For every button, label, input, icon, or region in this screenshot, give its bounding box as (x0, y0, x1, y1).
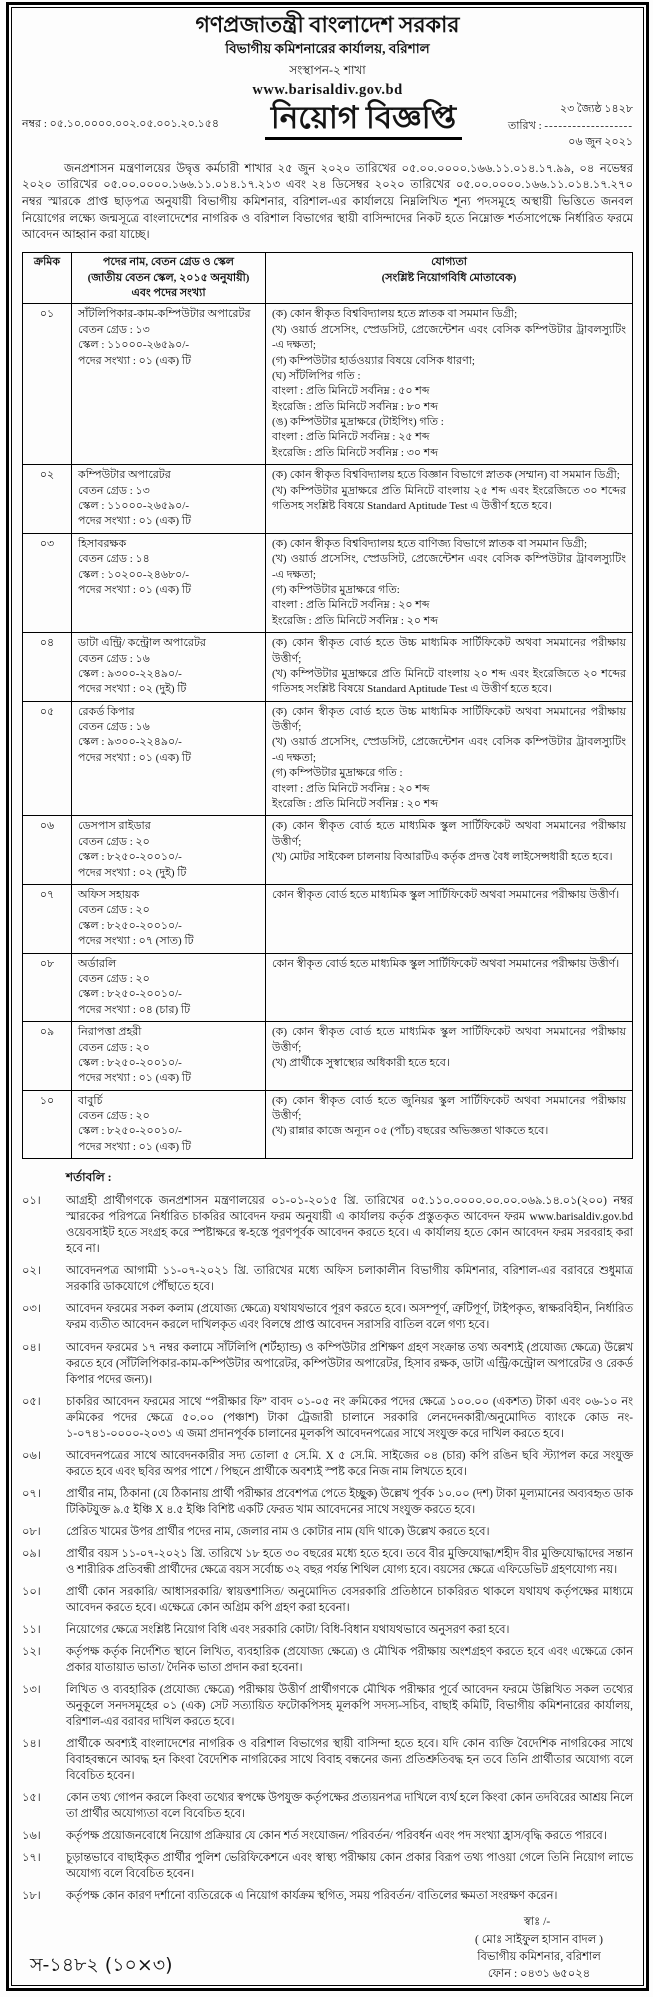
post-line: পদের সংখ্যা : ০২ (দুই) টি (78, 866, 187, 879)
table-row (23, 533, 633, 632)
post-line: বেতন গ্রেড : ১৪ (78, 553, 150, 566)
table-row (23, 633, 633, 702)
qualification-line: (ক) কোন স্বীকৃত বিশ্ববিদ্যালয় হতে বাণিজ্য বিভাগে স্নাতক বা সমমান ডিগ্রী; (272, 537, 588, 550)
row-post (72, 701, 266, 816)
table-row (23, 1022, 633, 1091)
condition-text: কর্তৃপক্ষ প্রয়োজনবোধে নিয়োগ প্রক্রিয়ার যে কোন শর্ত সংযোজন/ পরিবর্তন/ পরিবর্ধন এবং পদ সংখ্যা হ্রাস/বৃদ্ধি করতে পারবে। (66, 1830, 607, 1843)
post-line: নিরাপত্তা প্রহরী (78, 1026, 142, 1039)
post-line: বেতন গ্রেড : ১৬ (78, 721, 150, 734)
memo-number (22, 101, 219, 134)
condition-number: ১১। (22, 1623, 41, 1636)
column-header-post-line3: এবং পদের সংখ্যা (131, 286, 206, 299)
row-post (72, 533, 266, 632)
qualification-line: (খ) কম্পিউটার মুদ্রাক্ষরে প্রতি মিনিটে বাংলায় ২০ শব্দ এবং ইংরেজিতে ২০ শব্দের গতিসহ সংশ্লিষ্ট বিষয়ে Standard Aptitude Test এ উত্তীর্ণ হতে হবে। (272, 667, 626, 696)
row-serial: ০৩ (23, 533, 72, 632)
footer (22, 1914, 633, 1987)
signature-block (475, 1914, 603, 1983)
condition-item (22, 1263, 633, 1295)
qualification-line: (ঙ) কম্পিউটার মুদ্রাক্ষরে (টাইপিং) গতি : (272, 416, 444, 429)
condition-number: ১৮। (22, 1890, 41, 1903)
condition-text: কোন তথ্য গোপন করলে কিংবা তথ্যের স্বপক্ষে উপযুক্ত কর্তৃপক্ষের প্রত্যয়নপত্র দাখিলে ব্যর্থ হলে কিংবা কোন তদবিরের আশ্রয় নিলে তা প্রার্থীর অযোগ্যতা বলে বিবেচিত হবে। (66, 1792, 633, 1821)
condition-number: ১৪। (22, 1738, 41, 1751)
qualification-line: বাংলা : প্রতি মিনিটে সর্বনিম্ন : ২০ শব্দ (272, 599, 430, 612)
date-bangla: ২৩ জ্যৈষ্ঠ ১৪২৮ (559, 103, 633, 116)
table-row (23, 953, 633, 1022)
row-qualification (266, 1090, 633, 1159)
post-line: পদের সংখ্যা : ০১ (এক) টি (78, 354, 191, 367)
qualification-line: (ক) কোন স্বীকৃত বোর্ড হতে জুনিয়র স্কুল সার্টিফিকেট অথবা সমমানের পরীক্ষায় উত্তীর্ণ; (272, 1094, 626, 1123)
qualification-line: (গ) কম্পিউটার মুদ্রাক্ষরে গতি : (272, 767, 403, 780)
condition-number: ০১। (22, 1195, 41, 1208)
row-post (72, 816, 266, 885)
qualification-line: (গ) কম্পিউটার হার্ডওয়্যার বিষয়ে বেসিক ধারণা; (272, 354, 475, 367)
condition-number: ১৫। (22, 1792, 41, 1805)
row-qualification (266, 885, 633, 954)
condition-item (22, 1394, 633, 1442)
condition-text: প্রার্থীর নাম, ঠিকানা (যে ঠিকানায় প্রার্থী পরীক্ষার প্রবেশপত্র পেতে ইচ্ছুক) উল্লেখ পূর্বক ১০.০০ (দশ) টাকা মূল্যমানের অব্যবহৃত ডাক টিকিটযুক্ত ৯.৫ ইঞ্চি X ৪.৫ ইঞ্চি বিশিষ্ট একটি ফেরত খাম আবেদনের সাথে সংযুক্ত করতে হবে। (66, 1487, 633, 1516)
qualification-line: (খ) রান্নার কাজে অন্যূন ০৫ (পাঁচ) বছরের অভিজ্ঞতা থাকতে হবে। (272, 1125, 549, 1138)
memo-number-value: ০৫.১০.০০০০.০০২.০৫.০০১.২০.১৫৪ (49, 118, 220, 131)
row-qualification (266, 701, 633, 816)
condition-text: প্রার্থীর বয়স ১১-০৭-২০২১ খ্রি. তারিখে ১৮ হতে ৩০ বছরের মধ্যে হতে হবে। তবে বীর মুক্তিযোদ্ধা/শহীদ বীর মুক্তিযোদ্ধাদের সন্তান ও শারীরিক প্রতিবন্ধী প্রার্থীদের ক্ষেত্রে বয়স সর্বোচ্চ ৩২ বছর পর্যন্ত শিথিল যোগ্য হবে। বয়সের ক্ষেত্রে এফিডেভিট গ্রহণযোগ্য নয়। (66, 1547, 633, 1576)
column-header-post-line2: (জাতীয় বেতন স্কেল, ২০১৫ অনুযায়ী) (87, 271, 250, 284)
condition-text: প্রার্থীকে অবশ্যই বাংলাদেশের নাগরিক ও বরিশাল বিভাগের স্থায়ী বাসিন্দা হতে হবে। যদি কোন ব্যক্তি বৈদেশিক নাগরিকের সাথে বিবাহবন্ধনে আবদ্ধ হন কিংবা বৈদেশিক নাগরিকের সাথে বিবাহ বন্ধনের জন্য প্রতিশ্রুতিবদ্ধ হন তবে তিনি প্রার্থীতার অযোগ্য বলে বিবেচিত হবেন। (66, 1738, 633, 1783)
qualification-line: (খ) ওয়ার্ড প্রসেসিং, স্প্রেডসিট, প্রেজেন্টেশন এবং বেসিক কম্পিউটার ট্রাবলস্যুটিং -এ দক্ষতা; (272, 553, 626, 581)
condition-number: ১৩। (22, 1684, 41, 1697)
row-serial: ০৫ (23, 701, 72, 816)
post-line: ডাটা এন্ট্রি/ কন্ট্রোল অপারেটর (78, 637, 206, 650)
qualification-line: (ঘ) সাঁটলিপির গতি : (272, 369, 361, 382)
post-line: পদের সংখ্যা : ০৪ (চার) টি (78, 1003, 191, 1016)
post-line: সাঁটলিপিকার-কাম-কম্পিউটার অপারেটর (78, 308, 251, 321)
signatory-designation: বিভাগীয় কমিশনার, বরিশাল (477, 1950, 601, 1963)
qualification-line: বাংলা : প্রতি মিনিটে সর্বনিম্ন : ৫০ শব্দ (272, 385, 430, 398)
condition-number: ১০। (22, 1585, 41, 1598)
row-serial: ০৪ (23, 633, 72, 702)
row-serial: ০৭ (23, 885, 72, 954)
qualification-line: বাংলা : প্রতি মিনিটে সর্বনিম্ন : ২৫ শব্দ (272, 431, 430, 444)
post-line: স্কেল : ৯৩০০-২২৪৯০/- (78, 736, 182, 749)
qualification-line: (ক) কোন স্বীকৃত বিশ্ববিদ্যালয় হতে বিজ্ঞান বিভাগে স্নাতক (সম্মান) বা সমমান ডিগ্রী; (272, 469, 620, 482)
row-qualification (266, 533, 633, 632)
post-line: পদের সংখ্যা : ০৭ (সাত) টি (78, 935, 194, 948)
table-row (23, 304, 633, 465)
post-line: হিসাবরক্ষক (78, 537, 127, 550)
post-line: বেতন গ্রেড : ২০ (78, 1110, 150, 1123)
condition-number: ১২। (22, 1646, 41, 1658)
qualification-line: (ক) কোন স্বীকৃত বোর্ড হতে উচ্চ মাধ্যমিক সার্টিফিকেট অথবা সমমানের পরীক্ষায় উত্তীর্ণ; (272, 637, 626, 665)
memo-row (22, 101, 633, 151)
row-post (72, 953, 266, 1022)
table-row (23, 701, 633, 816)
post-line: স্কেল : ৯৩০০-২২৪৯০/- (78, 667, 182, 680)
post-line: স্কেল : ৮২৫০-২০০১০/- (78, 988, 182, 1001)
condition-number: ০৭। (22, 1487, 41, 1500)
condition-item (22, 1850, 633, 1882)
condition-text: আবেদন ফরমের সকল কলাম (প্রযোজ্য ক্ষেত্রে) যথাযথভাবে পূরণ করতে হবে। অসম্পূর্ণ, ত্রুটিপূর্ণ, টাইপকৃত, স্বাক্ষরবিহীন, নির্ধারিত ফরম ব্যতীত আবেদন করলে দাখিলকৃত এবং বিলম্বে প্রাপ্ত আবেদন সরাসরি বাতিল বলে গণ্য হবে। (66, 1303, 633, 1332)
qualification-line: (খ) ওয়ার্ড প্রসেসিং, স্প্রেডসিট, প্রেজেন্টেশন এবং বেসিক কম্পিউটার ট্রাবলস্যুটিং -এ দক্ষতা; (272, 736, 626, 764)
row-serial: ০৮ (23, 953, 72, 1022)
post-line: বেতন গ্রেড : ২০ (78, 1041, 150, 1054)
column-header-qualification (266, 253, 633, 304)
post-line: বেতন গ্রেড : ২০ (78, 835, 150, 848)
condition-item (22, 1301, 633, 1333)
table-row (23, 1090, 633, 1159)
condition-item (22, 1644, 633, 1676)
table-row (23, 885, 633, 954)
website-url: www.barisaldiv.gov.bd (252, 82, 403, 99)
qualification-line: (গ) কম্পিউটার মুদ্রাক্ষরে গতি: (272, 583, 400, 596)
qualification-line: (ক) কোন স্বীকৃত বোর্ড হতে মাধ্যমিক স্কুল সার্টিফিকেট অথবা সমমানের পরীক্ষায় উত্তীর্ণ; (272, 820, 626, 848)
post-line: পদের সংখ্যা : ০১ (এক) টি (78, 583, 191, 596)
post-line: অফিস সহায়ক (78, 889, 140, 901)
date-block (508, 101, 633, 151)
posts-table-body (23, 304, 633, 1159)
row-qualification (266, 953, 633, 1022)
condition-number: ০২। (22, 1265, 41, 1278)
date-dashes: ------------------- (544, 119, 633, 132)
condition-item (22, 1340, 633, 1388)
conditions-heading: শর্তাবলি : (66, 1170, 112, 1185)
qualification-line: (ক) কোন স্বীকৃত বোর্ড হতে উচ্চ মাধ্যমিক সার্টিফিকেট অথবা সমমানের পরীক্ষায় উত্তীর্ণ; (272, 705, 626, 734)
row-qualification (266, 465, 633, 534)
row-serial: ০৬ (23, 816, 72, 885)
condition-item (22, 1622, 633, 1638)
posts-table (22, 252, 633, 1159)
column-header-post (72, 253, 266, 304)
post-line: স্কেল : ৮২৫০-২০০১০/- (78, 1125, 182, 1138)
row-serial: ০২ (23, 465, 72, 534)
column-header-serial: ক্রমিক (23, 253, 72, 304)
post-line: বাবুর্চি (78, 1094, 103, 1107)
condition-item (22, 1486, 633, 1518)
row-post (72, 885, 266, 954)
condition-item (22, 1448, 633, 1480)
qualification-line: (খ) ওয়ার্ড প্রসেসিং, স্প্রেডসিট, প্রেজেন্টেশন এবং বেসিক কম্পিউটার ট্রাবলস্যুটিং -এ দক্ষতা; (272, 323, 626, 352)
condition-text: চূড়ান্তভাবে বাছাইকৃত প্রার্থীর পুলিশ ভেরিফিকেশনে এবং স্বাস্থ্য পরীক্ষায় কোন প্রকার বিরূপ তথ্য পাওয়া গেলে তিনি নিয়োগ লাভে অযোগ্য বলে বিবেচিত হবেন। (66, 1852, 633, 1881)
row-qualification (266, 304, 633, 465)
condition-text: কর্তৃপক্ষ কোন কারণ দর্শানো ব্যতিরেকে এ নিয়োগ কার্যক্রম স্থগিত, সময় পরিবর্তন/ বাতিলের ক্ষমতা সংরক্ষণ করেন। (66, 1890, 558, 1903)
row-serial: ০৯ (23, 1022, 72, 1091)
row-qualification (266, 633, 633, 702)
condition-text: আবেদনপত্র আগামী ১১-০৭-২০২১ খ্রি. তারিখের মধ্যে অফিস চলাকালীন বিভাগীয় কমিশনার, বরিশাল-এর বরাবরে শুধুমাত্র সরকারি ডাকযোগে পৌঁছাতে হবে। (66, 1265, 633, 1294)
condition-item (22, 1524, 633, 1540)
table-row (23, 465, 633, 534)
post-line: স্কেল : ১১০০০-২৬৫৯০/- (78, 500, 189, 513)
signatory-phone: ফোন : ০৪৩১ ৬৫০২৪ (487, 1968, 591, 1981)
post-line: অর্ডারলি (78, 957, 117, 970)
condition-number: ০৫। (22, 1395, 41, 1408)
row-post (72, 633, 266, 702)
post-line: পদের সংখ্যা : ০২ (দুই) টি (78, 683, 187, 696)
condition-text: চাকরির আবেদন ফরমের সাথে “পরীক্ষার ফি” বাবদ ০১-০৫ নং ক্রমিকের পদের ক্ষেত্রে ১০০.০০ (একশত) টাকা এবং ০৬-১০ নং ক্রমিকের পদের ক্ষেত্রে ৫০.০০ (পঞ্চাশ) টাকা ট্রেজারী চালানে সরকারি লেনদেনকারী/অনুমোদিত ব্যাংকে কোড নং- ১-০৭৪১-০০০০-২০৩১ এ জমা প্রদানপূর্বক চালানের মূলকপি আবেদনপত্রের সাথে সংযুক্ত করে দাখিল করতে হবে। (66, 1395, 633, 1440)
qualification-line: (খ) কম্পিউটার মুদ্রাক্ষরে প্রতি মিনিটে বাংলায় ২৫ শব্দ এবং ইংরেজিতে ৩০ শব্দের গতিসহ সংশ্লিষ্ট বিষয়ে Standard Aptitude Test এ উত্তীর্ণ হতে হবে। (272, 484, 626, 513)
condition-text: আবেদন ফরমের ১৭ নম্বর কলামে সাঁটলিপি (শর্টহ্যান্ড) ও কম্পিউটার প্রশিক্ষণ গ্রহণ সংক্রান্ত তথ্য অবশ্যই (প্রযোজ্য ক্ষেত্রে) উল্লেখ করতে হবে (সাঁটলিপিকার-কাম-কম্পিউটার অপারেটর, কম্পিউটার অপারেটর, হিসাব রক্ষক, ডাটা এন্ট্রি/কন্ট্রোল অপারেটর ও রেকর্ড কিপার পদের জন্য)। (66, 1341, 633, 1386)
conditions-list (22, 1193, 633, 1904)
condition-item (22, 1546, 633, 1578)
post-line: বেতন গ্রেড : ২০ (78, 972, 150, 985)
post-line: স্কেল : ১০২০০-২৪৬৮০/- (78, 568, 190, 581)
condition-text: আগ্রহী প্রার্থীগণকে জনপ্রশাসন মন্ত্রণালয়ের ০১-০১-২০১৫ খ্রি. তারিখের ০৫.১১০.০০০০.০০.০০.০৬৯.১৪.০১(২০০) নম্বর স্মারকের পরিপত্রে নির্ধারিত চাকরির আবেদন ফরম অনুযায়ী এ কার্যালয় কর্তৃক প্রস্তুতকৃত আবেদন ফরম www.barisaldiv.gov.bd ওয়েবসাইট হতে সংগ্রহ করে স্পষ্টাক্ষরে স্ব-হস্তে পূরণপূর্বক আবেদন করতে হবে। এ কার্যালয় হতে কোন আবেদন ফরম সরবরাহ করা হবে না। (66, 1195, 633, 1256)
column-header-qual-line2: (সংশ্লিষ্ট নিয়োগবিধি মোতাবেক) (381, 271, 517, 284)
post-line: পদের সংখ্যা : ০১ (এক) টি (78, 515, 191, 528)
row-post (72, 465, 266, 534)
signatory-name: ( মোঃ সাইফুল হাসান বাদল ) (475, 1933, 603, 1946)
post-line: বেতন গ্রেড : ১৬ (78, 652, 150, 665)
condition-number: ০৬। (22, 1449, 41, 1462)
condition-number: ০৪। (22, 1341, 41, 1354)
condition-text: প্রার্থী কোন সরকারি/ আধাসরকারি/ স্বায়ত্তশাসিত/ অনুমোদিত বেসরকারি প্রতিষ্ঠানে চাকরিরত থাকলে যথাযথ কর্তৃপক্ষের মাধ্যমে আবেদন করতে হবে। এক্ষেত্রে কোন অগ্রিম কপি গ্রহণ করা হবেনা। (66, 1585, 633, 1614)
qualification-line: ইংরেজি : প্রতি মিনিটে সর্বনিম্ন : ৮০ শব্দ (272, 400, 438, 413)
column-header-qual-line1: যোগ্যতা (431, 256, 467, 269)
condition-number: ০৮। (22, 1525, 41, 1538)
post-line: পদের সংখ্যা : ০১ (এক) টি (78, 1072, 191, 1085)
row-post (72, 1022, 266, 1091)
row-serial: ০১ (23, 304, 72, 465)
row-qualification (266, 1022, 633, 1091)
intro-paragraph: জনপ্রশাসন মন্ত্রণালয়ের উদ্বৃত্ত কর্মচারী শাখার ২৫ জুন ২০২০ তারিখের ০৫.০০.০০০০.১৬৬.১১.০১৪.১৭.৯৯, ০৪ নভেম্বর ২০২০ তারিখের ০৫.০০.০০০০.১৬৬.১১.০১৪.১৭.২১৩ এবং ২৪ ডিসেম্বর ২০২০ তারিখের ০৫.০০.০০০০.১৬৬.১১.০১৪.১৭.২৭০ নম্বর স্মারকে প্রাপ্ত ছাড়পত্র অনুযায়ী বিভাগীয় কমিশনার, বরিশাল-এর কার্যালয়ে নিম্নলিখিত শূন্য পদসমূহে অস্থায়ী ভিত্তিতে জনবল নিয়োগের লক্ষ্যে জন্মসূত্রে বাংলাদেশের নাগরিক ও বরিশাল বিভাগের স্থায়ী বাসিন্দাদের নিকট হতে নিম্নোক্ত শর্তসাপেক্ষে নির্ধারিত ফরমে আবেদন আহ্বান করা যাচ্ছে। (22, 162, 633, 242)
post-line: স্কেল : ৮২৫০-২০০১০/- (78, 851, 182, 864)
row-serial: ১০ (23, 1090, 72, 1159)
signature-mark: স্বাঃ /- (523, 1916, 551, 1929)
row-post (72, 1090, 266, 1159)
condition-text: কর্তৃপক্ষ কর্তৃক নির্দেশিত স্থানে লিখিত, ব্যবহারিক (প্রযোজ্য ক্ষেত্রে) ও মৌখিক পরীক্ষায় অংশগ্রহণ করতে হবে এবং এক্ষেত্রে কোন প্রকার যাতায়াত ভাতা/ দৈনিক ভাতা প্রদান করা হবেনা। (66, 1646, 633, 1675)
post-line: পদের সংখ্যা : ০১ (এক) টি (78, 751, 191, 764)
qualification-line: ইংরেজি : প্রতি মিনিটে সর্বনিম্ন : ২০ শব্দ (272, 614, 438, 627)
condition-number: ০৯। (22, 1547, 41, 1560)
post-line: ডেসপাস রাইডার (78, 820, 151, 833)
condition-number: ০৩। (22, 1303, 41, 1316)
table-row (23, 816, 633, 885)
page-title: নিয়োগ বিজ্ঞপ্তি (265, 101, 462, 140)
condition-item (22, 1682, 633, 1730)
condition-text: লিখিত ও ব্যবহারিক (প্রযোজ্য ক্ষেত্রে) পরীক্ষায় উত্তীর্ণ প্রার্থীগণকে মৌখিক পরীক্ষার পূর্বে আবেদন ফরমে উল্লিখিত সকল তথ্যের অনুকূলে সনদসমূহের ০১ (এক) সেট সত্যায়িত ফটোকপিসহ মূলকপি সদস্য-সচিব, বাছাই কমিটি, বিভাগীয় কমিশনারের কার্যালয়, বরিশাল-এর বরাবর দাখিল করতে হবে। (66, 1684, 633, 1729)
post-line: পদের সংখ্যা : ০১ (এক) টি (78, 1140, 191, 1153)
column-header-post-line1: পদের নাম, বেতন গ্রেড ও স্কেল (103, 256, 234, 269)
post-line: স্কেল : ১১০০০-২৬৫৯০/- (78, 339, 189, 352)
qualification-line: (খ) প্রার্থীকে সুস্বাস্থ্যের অধিকারী হতে হবে। (272, 1056, 450, 1069)
condition-number: ১৬। (22, 1830, 41, 1843)
post-line: স্কেল : ৮২৫০-২০০১০/- (78, 919, 182, 932)
office-name: বিভাগীয় কমিশনারের কার্যালয়, বরিশাল (225, 41, 430, 57)
condition-item (22, 1828, 633, 1844)
date-gregorian: ০৬ জুন ২০২১ (568, 136, 633, 149)
qualification-line: কোন স্বীকৃত বোর্ড হতে মাধ্যমিক স্কুল সার্টিফিকেট অথবা সমমানের পরীক্ষায় উত্তীর্ণ। (272, 957, 620, 970)
post-line: বেতন গ্রেড : ১৩ (78, 484, 150, 497)
condition-number: ১৭। (22, 1852, 41, 1865)
date-label: তারিখ : (507, 119, 542, 132)
date-line (508, 118, 633, 135)
government-title: গণপ্রজাতন্ত্রী বাংলাদেশ সরকার (195, 12, 460, 37)
qualification-line: ইংরেজি : প্রতি মিনিটে সর্বনিম্ন : ৩০ শব্দ (272, 446, 438, 459)
condition-item (22, 1584, 633, 1616)
press-stamp: স-১৪৮২ (১০×৩) (30, 1954, 173, 1977)
memo-number-label: নম্বর : (22, 118, 47, 131)
condition-text: নিয়োগের ক্ষেত্রে সংশ্লিষ্ট নিয়োগ বিধি এবং সরকারি কোটা/ বিধি-বিধান যথাযথভাবে অনুসরণ করা হবে। (66, 1623, 510, 1636)
condition-item (22, 1736, 633, 1784)
post-line: স্কেল : ৮২৫০-২০০১০/- (78, 1056, 182, 1069)
qualification-line: (ক) কোন স্বীকৃত বিশ্ববিদ্যালয় হতে স্নাতক বা সমমান ডিগ্রী; (272, 308, 518, 321)
branch-name: সংস্থাপন-২ শাখা (289, 63, 366, 78)
condition-text: আবেদনপত্রের সাথে আবেদনকারীর সদ্য তোলা ৫ সে.মি. X ৫ সে.মি. সাইজের ০৪ (চার) কপি রঙিন ছবি স্ট্যাপল করে সংযুক্ত করতে হবে এবং ছবির অপর পাশে / পিছনে প্রার্থীকে অবশ্যই স্পষ্ট করে নিজ নাম লিখতে হবে। (66, 1449, 633, 1478)
qualification-line: বাংলা : প্রতি মিনিটে সর্বনিম্ন : ২০ শব্দ (272, 782, 430, 795)
qualification-line: ইংরেজি : প্রতি মিনিটে সর্বনিম্ন : ২০ শব্দ (272, 798, 438, 811)
post-line: কম্পিউটার অপারেটর (78, 469, 171, 482)
post-line: রেকর্ড কিপার (78, 705, 135, 718)
table-header-row (23, 253, 633, 304)
qualification-line: কোন স্বীকৃত বোর্ড হতে মাধ্যমিক স্কুল সার্টিফিকেট অথবা সমমানের পরীক্ষায় উত্তীর্ণ। (272, 889, 620, 901)
condition-item (22, 1790, 633, 1822)
condition-item (22, 1193, 633, 1257)
condition-text: প্রেরিত খামের উপর প্রার্থীর পদের নাম, জেলার নাম ও কোটার নাম (যদি থাকে) উল্লেখ করতে হবে। (66, 1525, 490, 1538)
qualification-line: (ক) কোন স্বীকৃত বোর্ড হতে মাধ্যমিক স্কুল সার্টিফিকেট অথবা সমমানের পরীক্ষায় উত্তীর্ণ; (272, 1026, 626, 1054)
post-line: বেতন গ্রেড : ২০ (78, 904, 150, 917)
row-qualification (266, 816, 633, 885)
post-line: বেতন গ্রেড : ১৩ (78, 323, 150, 336)
qualification-line: (খ) মোটর সাইকেল চালনায় বিআরটিএ কর্তৃক প্রদত্ত বৈধ লাইসেন্সধারী হতে হবে। (272, 851, 613, 864)
row-post (72, 304, 266, 465)
condition-item (22, 1888, 633, 1904)
